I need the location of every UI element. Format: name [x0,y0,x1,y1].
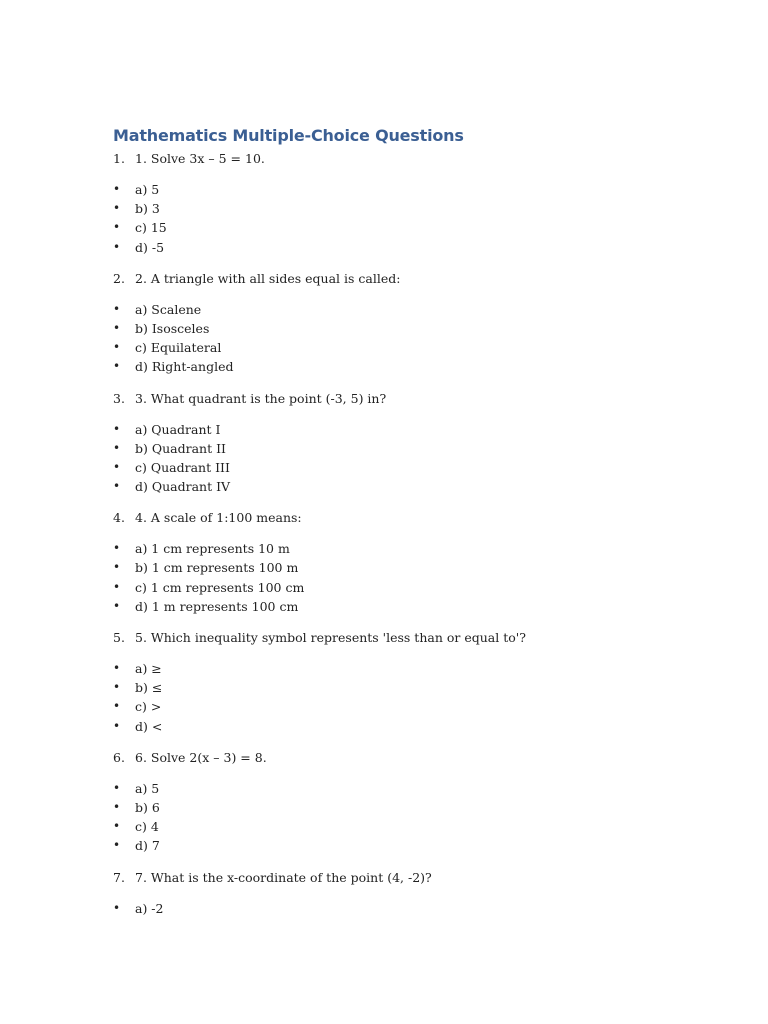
question-2 [113,269,673,288]
bullet-icon: • [113,718,121,733]
bullet-icon: • [113,440,121,455]
question-1 [113,149,673,168]
option-item [113,678,673,697]
option-item [113,697,673,716]
bullet-icon: • [113,340,121,355]
bullet-icon: • [113,359,121,374]
bullet-icon: • [113,661,121,675]
question-text: 4. A scale of 1:100 means: [135,510,302,526]
option-text: a) 5 [135,780,160,796]
option-item [113,199,673,218]
question-6 [113,748,673,767]
option-text: d) Quadrant IV [135,479,231,495]
option-text: d) 1 m represents 100 cm [135,598,299,614]
bullet-icon: • [113,479,121,494]
option-item [113,558,673,577]
question-text: 6. Solve 2(x – 3) = 8. [135,749,267,765]
question-text: 3. What quadrant is the point (-3, 5) in? [135,390,387,406]
bullet-icon: • [113,900,121,915]
option-text: c) 1 cm represents 100 cm [135,579,305,595]
option-text: c) Quadrant III [135,459,230,475]
question-number: 6. [113,749,125,765]
option-text: d) -5 [135,239,165,255]
question-text: 1. Solve 3x – 5 = 10. [135,151,265,166]
option-item [113,477,673,496]
question-text: 7. What is the x-coordinate of the point (4, -2)? [135,869,432,885]
option-list [113,180,673,257]
question-4 [113,508,673,527]
option-text: d) Right-angled [135,359,234,375]
option-item [113,539,673,558]
option-text: a) ≥ [135,661,162,676]
bullet-icon: • [113,541,121,556]
bullet-icon: • [113,799,121,814]
option-item [113,420,673,439]
question-7 [113,868,673,887]
question-number: 1. [113,151,125,166]
bullet-icon: • [113,780,121,795]
bullet-icon: • [113,201,121,216]
option-item [113,319,673,338]
option-item [113,458,673,477]
option-item [113,717,673,736]
option-text: b) Quadrant II [135,440,226,456]
option-list [113,539,673,616]
option-text: b) 6 [135,799,160,815]
bullet-icon: • [113,680,121,695]
option-text: b) 1 cm represents 100 m [135,560,299,576]
option-item [113,180,673,199]
option-list [113,779,673,856]
option-text: a) Quadrant I [135,421,221,437]
question-3 [113,389,673,408]
bullet-icon: • [113,699,121,714]
question-number: 7. [113,869,125,885]
option-item [113,597,673,616]
option-text: b) Isosceles [135,320,210,336]
bullet-icon: • [113,459,121,474]
option-text: c) Equilateral [135,340,222,356]
option-text: d) < [135,718,163,734]
bullet-icon: • [113,579,121,594]
option-list [113,899,673,918]
option-item [113,338,673,357]
option-item [113,578,673,597]
option-item [113,218,673,237]
option-item [113,300,673,319]
option-item [113,238,673,257]
bullet-icon: • [113,320,121,335]
bullet-icon: • [113,239,121,254]
bullet-icon: • [113,598,121,613]
option-list [113,659,673,736]
bullet-icon: • [113,819,121,834]
option-item [113,779,673,798]
option-text: b) 3 [135,201,160,217]
option-item [113,817,673,836]
option-item [113,439,673,458]
option-text: a) 5 [135,182,160,197]
option-item [113,659,673,678]
option-text: a) 1 cm represents 10 m [135,541,290,557]
option-text: a) Scalene [135,301,202,317]
option-item [113,836,673,855]
option-text: c) > [135,699,162,715]
bullet-icon: • [113,220,121,235]
option-text: a) -2 [135,900,164,916]
option-item [113,899,673,918]
question-number: 5. [113,630,125,645]
option-item [113,357,673,376]
question-number: 2. [113,270,125,286]
question-text: 2. A triangle with all sides equal is called: [135,270,401,286]
option-list [113,300,673,377]
question-5 [113,628,673,647]
question-number: 3. [113,390,125,406]
bullet-icon: • [113,182,121,196]
bullet-icon: • [113,560,121,575]
option-item [113,798,673,817]
question-text: 5. Which inequality symbol represents 'less than or equal to'? [135,630,526,645]
option-text: c) 15 [135,220,167,236]
option-list [113,420,673,497]
document-content [113,123,673,930]
bullet-icon: • [113,421,121,436]
option-text: b) ≤ [135,680,163,696]
option-text: c) 4 [135,819,159,835]
document-title: Mathematics Multiple-Choice Questions [113,126,464,145]
bullet-icon: • [113,838,121,853]
option-text: d) 7 [135,838,160,854]
bullet-icon: • [113,301,121,316]
question-number: 4. [113,510,125,526]
